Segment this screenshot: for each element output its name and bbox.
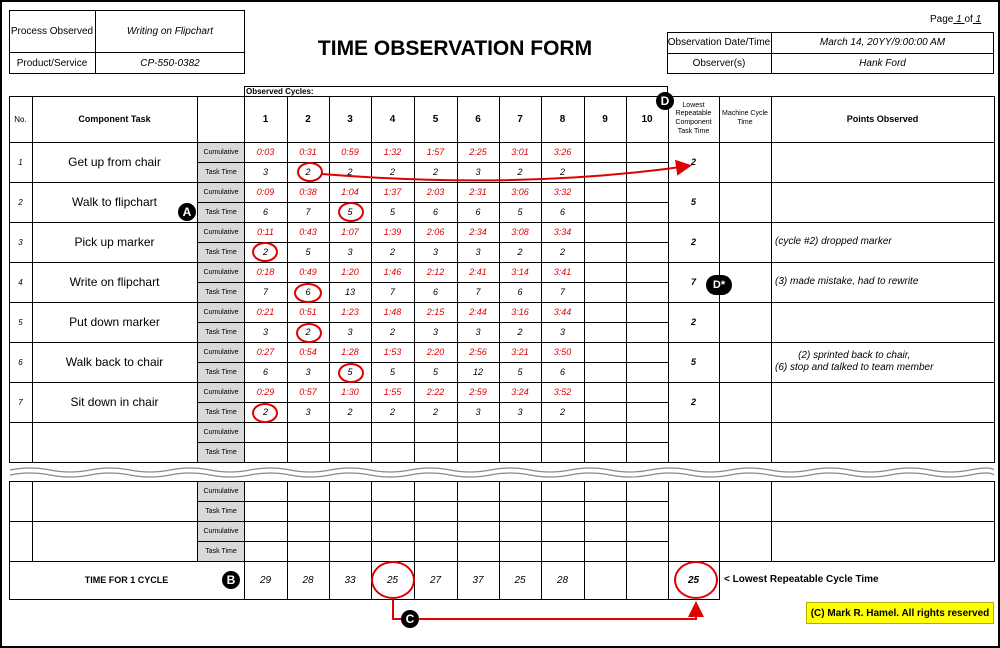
cumulative-value: 0:38 <box>299 187 317 197</box>
task-time-value: 3 <box>347 327 353 337</box>
task-time-label: Task Time <box>198 203 244 222</box>
task-time-value: 12 <box>472 367 483 377</box>
task-time-value: 3 <box>475 247 481 257</box>
cycle-total: 28 <box>302 574 314 586</box>
highlight-ring <box>252 403 278 423</box>
highlight-ring-lowest <box>674 561 718 599</box>
cumulative-value: 0:27 <box>256 347 275 357</box>
task-time-value: 5 <box>389 207 395 217</box>
col-no-header: No. <box>14 114 27 124</box>
cumulative-label: Cumulative <box>198 482 244 501</box>
cumulative-value: 1:57 <box>426 147 445 157</box>
cumulative-value: 1:46 <box>383 267 402 277</box>
task-time-value: 7 <box>305 207 311 217</box>
cumulative-value: 2:15 <box>426 307 445 317</box>
task-time-value: 6 <box>432 207 438 217</box>
task-time-value: 7 <box>262 287 268 297</box>
task-number: 6 <box>18 357 23 367</box>
cycle-header: 4 <box>389 113 396 125</box>
cumulative-value: 3:06 <box>511 187 529 197</box>
observer-label: Observer(s) <box>692 58 746 69</box>
cumulative-value: 3:50 <box>553 347 572 357</box>
cumulative-value: 2:03 <box>426 187 445 197</box>
task-time-value: 7 <box>475 287 481 297</box>
task-time-value: 2 <box>389 167 395 177</box>
task-time-label: Task Time <box>198 403 244 422</box>
cycle-total: 37 <box>472 574 484 586</box>
task-time-label: Task Time <box>198 502 244 521</box>
cumulative-value: 0:18 <box>256 267 275 277</box>
product-value: CP-550-0382 <box>140 57 200 69</box>
cumulative-label: Cumulative <box>198 343 244 362</box>
cumulative-value: 3:24 <box>511 387 529 397</box>
task-time-value: 5 <box>517 207 523 217</box>
observed-cycles-label: Observed Cycles: <box>246 86 314 96</box>
cumulative-value: 3:21 <box>511 347 529 357</box>
lowest-task-time: 2 <box>690 237 696 247</box>
task-time-value: 3 <box>262 327 268 337</box>
cumulative-value: 0:11 <box>257 227 274 237</box>
highlight-ring <box>338 202 364 222</box>
cumulative-value: 1:55 <box>383 387 402 397</box>
cumulative-value: 2:59 <box>469 387 487 397</box>
task-number: 3 <box>18 237 23 247</box>
cumulative-value: 0:54 <box>299 347 317 357</box>
task-time-value: 3 <box>475 407 481 417</box>
task-time-label: Task Time <box>198 243 244 262</box>
task-time-value: 6 <box>432 287 438 297</box>
process-value: Writing on Flipchart <box>126 25 214 37</box>
date-value: March 14, 20YY/9:00:00 AM <box>819 37 946 48</box>
cycle-header: 5 <box>432 113 439 125</box>
task-time-value: 5 <box>347 207 353 217</box>
task-time-value: 2 <box>347 167 353 177</box>
task-number: 7 <box>18 397 23 407</box>
cumulative-value: 1:23 <box>341 307 359 317</box>
task-time-value: 3 <box>347 247 353 257</box>
cumulative-value: 2:12 <box>426 267 445 277</box>
task-time-value: 5 <box>347 367 353 377</box>
task-time-value: 3 <box>559 327 565 337</box>
task-time-value: 3 <box>432 247 438 257</box>
cumulative-value: 1:28 <box>341 347 359 357</box>
task-time-value: 2 <box>517 167 523 177</box>
task-time-value: 2 <box>389 407 395 417</box>
cumulative-value: 0:03 <box>256 147 275 157</box>
task-time-value: 2 <box>559 247 565 257</box>
cumulative-value: 0:21 <box>256 307 275 317</box>
cumulative-value: 1:30 <box>341 387 359 397</box>
cumulative-value: 0:31 <box>299 147 317 157</box>
lowest-cycle-label: < Lowest Repeatable Cycle Time <box>724 574 879 585</box>
cycle-header: 2 <box>305 113 311 125</box>
task-time-value: 3 <box>475 327 481 337</box>
task-time-value: 3 <box>262 167 268 177</box>
task-time-value: 2 <box>559 407 565 417</box>
task-time-value: 5 <box>517 367 523 377</box>
cumulative-value: 0:43 <box>299 227 317 237</box>
col-points-header: Points Observed <box>846 114 919 124</box>
wavy-break-bottom <box>10 473 994 477</box>
badge-d: D <box>656 92 674 110</box>
task-time-label: Task Time <box>198 323 244 342</box>
cycle-header: 3 <box>347 113 353 125</box>
cumulative-value: 3:16 <box>511 307 529 317</box>
task-time-value: 6 <box>517 287 523 297</box>
process-label: Process Observed <box>10 25 94 37</box>
task-time-label: Task Time <box>198 163 244 182</box>
task-time-value: 2 <box>305 327 311 337</box>
task-time-label: Task Time <box>198 443 244 462</box>
task-time-value: 3 <box>305 367 311 377</box>
task-time-value: 2 <box>262 247 268 257</box>
cumulative-value: 1:53 <box>383 347 402 357</box>
task-time-value: 7 <box>389 287 395 297</box>
task-time-value: 6 <box>262 207 268 217</box>
cumulative-value: 0:09 <box>256 187 275 197</box>
lowest-task-time: 7 <box>690 277 696 287</box>
points-observed: (cycle #2) dropped marker <box>775 235 892 247</box>
cumulative-value: 2:34 <box>469 227 487 237</box>
lowest-cycle-value: 25 <box>687 574 700 586</box>
cumulative-value: 3:44 <box>553 307 572 317</box>
cumulative-value: 3:08 <box>511 227 529 237</box>
cumulative-value: 3:52 <box>553 387 572 397</box>
lowest-task-time: 2 <box>690 157 696 167</box>
col-task-header: Component Task <box>78 114 151 124</box>
cumulative-value: 1:48 <box>383 307 402 317</box>
cumulative-value: 1:20 <box>341 267 359 277</box>
task-time-value: 2 <box>517 327 523 337</box>
cumulative-label: Cumulative <box>198 383 244 402</box>
cumulative-value: 2:56 <box>469 347 487 357</box>
cumulative-value: 0:51 <box>299 307 317 317</box>
cumulative-value: 1:32 <box>383 147 402 157</box>
task-time-value: 6 <box>305 287 311 297</box>
cumulative-value: 2:31 <box>469 187 487 197</box>
cumulative-label: Cumulative <box>198 183 244 202</box>
highlight-ring <box>252 242 278 262</box>
highlight-ring <box>338 363 364 383</box>
task-time-value: 2 <box>389 327 395 337</box>
task-name: Put down marker <box>69 315 160 329</box>
task-time-value: 2 <box>432 407 438 417</box>
badge-b: B <box>222 571 240 589</box>
highlight-ring-total <box>371 561 415 599</box>
task-number: 2 <box>18 197 23 207</box>
task-name: Walk back to chair <box>65 355 164 369</box>
lowest-task-time: 5 <box>690 357 696 367</box>
badge-d-star: D* <box>706 275 732 295</box>
lowest-task-time: 2 <box>690 317 696 327</box>
highlight-ring <box>296 323 322 343</box>
cumulative-value: 3:41 <box>553 267 572 277</box>
bracket-c-arrow <box>393 600 696 619</box>
cumulative-value: 2:22 <box>426 387 445 397</box>
cumulative-label: Cumulative <box>198 143 244 162</box>
cycle-total: 33 <box>344 574 356 586</box>
page-title: TIME OBSERVATION FORM <box>317 37 593 60</box>
date-label: Observation Date/Time <box>667 37 771 48</box>
cycle-total: 25 <box>514 574 526 586</box>
cumulative-value: 2:06 <box>426 227 445 237</box>
copyright-notice: (C) Mark R. Hamel. All rights reserved <box>806 602 994 624</box>
cycle-total: 29 <box>259 574 272 586</box>
task-number: 4 <box>18 277 23 287</box>
cumulative-value: 1:37 <box>383 187 402 197</box>
task-time-label: Task Time <box>198 363 244 382</box>
task-name: Get up from chair <box>68 155 161 169</box>
task-time-value: 6 <box>262 367 268 377</box>
task-time-value: 13 <box>344 287 355 297</box>
cumulative-value: 2:25 <box>469 147 487 157</box>
cumulative-label: Cumulative <box>198 303 244 322</box>
task-name: Pick up marker <box>74 235 155 249</box>
task-time-value: 5 <box>305 247 311 257</box>
task-name: Walk to flipchart <box>72 195 157 209</box>
task-time-value: 2 <box>432 167 438 177</box>
task-time-value: 3 <box>475 167 481 177</box>
cumulative-value: 0:29 <box>256 387 275 397</box>
task-time-value: 5 <box>432 367 438 377</box>
task-time-value: 6 <box>475 207 481 217</box>
highlight-ring <box>294 283 322 303</box>
cycle-total: 25 <box>386 574 399 586</box>
task-time-value: 6 <box>559 367 565 377</box>
cumulative-value: 2:20 <box>426 347 445 357</box>
task-time-label: Task Time <box>198 542 244 561</box>
cumulative-value: 3:01 <box>511 147 529 157</box>
cumulative-value: 0:59 <box>341 147 359 157</box>
task-time-label: Task Time <box>198 283 244 302</box>
cycle-header: 9 <box>602 113 608 125</box>
col-lowest-header: Lowest Repeatable Component Task Time <box>675 101 712 135</box>
wavy-break-top <box>10 468 994 472</box>
cycle-header: 8 <box>559 113 566 125</box>
cumulative-value: 2:44 <box>469 307 487 317</box>
page-indicator: Page 1 of 1 <box>930 14 982 25</box>
product-label: Product/Service <box>16 57 88 69</box>
task-time-value: 3 <box>432 327 438 337</box>
cumulative-label: Cumulative <box>198 522 244 541</box>
task-time-value: 2 <box>389 247 395 257</box>
task-time-value: 3 <box>517 407 523 417</box>
task-name: Sit down in chair <box>70 395 159 409</box>
cycle-header: 10 <box>641 113 653 125</box>
badge-a: A <box>178 203 196 221</box>
task-number: 1 <box>18 157 23 167</box>
cumulative-label: Cumulative <box>198 263 244 282</box>
cycle-header: 6 <box>475 113 481 125</box>
col-machine-header: Machine Cycle Time <box>722 110 768 126</box>
arrow-to-lowest <box>322 166 688 180</box>
highlight-ring <box>297 162 323 182</box>
task-name: Write on flipchart <box>69 275 160 289</box>
total-label: TIME FOR 1 CYCLE <box>84 575 169 585</box>
cycle-header: 7 <box>517 113 523 125</box>
cumulative-value: 0:49 <box>299 267 317 277</box>
cumulative-label: Cumulative <box>198 423 244 442</box>
cycle-total: 28 <box>556 574 569 586</box>
cumulative-value: 3:34 <box>553 227 572 237</box>
cumulative-label: Cumulative <box>198 223 244 242</box>
cumulative-value: 3:32 <box>553 187 572 197</box>
lowest-task-time: 2 <box>690 397 696 407</box>
points-observed: (2) sprinted back to chair, (6) stop and talked to team member <box>775 349 934 373</box>
cycle-total: 27 <box>429 574 442 586</box>
task-time-value: 2 <box>347 407 353 417</box>
cumulative-value: 1:39 <box>383 227 402 237</box>
badge-c: C <box>401 610 419 628</box>
cumulative-value: 0:57 <box>299 387 317 397</box>
task-time-value: 6 <box>559 207 565 217</box>
cumulative-value: 1:07 <box>341 227 359 237</box>
cumulative-value: 2:41 <box>469 267 487 277</box>
cumulative-value: 1:04 <box>341 187 359 197</box>
cumulative-value: 3:26 <box>553 147 572 157</box>
task-time-value: 3 <box>305 407 311 417</box>
task-time-value: 7 <box>559 287 565 297</box>
task-time-value: 2 <box>517 247 523 257</box>
task-time-value: 5 <box>389 367 395 377</box>
task-number: 5 <box>18 317 23 327</box>
task-time-value: 2 <box>262 407 268 417</box>
task-time-value: 2 <box>559 167 565 177</box>
task-time-value: 2 <box>305 167 311 177</box>
observer-value: Hank Ford <box>859 58 906 69</box>
points-observed: (3) made mistake, had to rewrite <box>775 275 919 287</box>
cycle-header: 1 <box>262 113 269 125</box>
lowest-task-time: 5 <box>690 197 696 207</box>
cumulative-value: 3:14 <box>511 267 529 277</box>
